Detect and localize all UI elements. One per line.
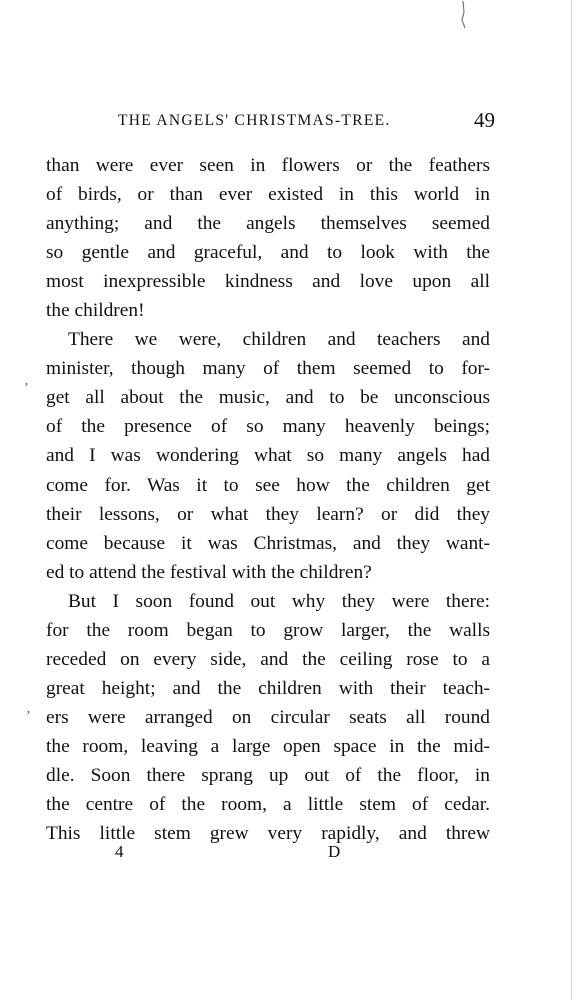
signature-mark: 4 [115, 842, 124, 861]
text-line: the room, leaving a large open space in the mid- [46, 735, 490, 757]
running-head [45, 108, 495, 132]
sheet-letter: D [328, 842, 341, 861]
corner-pencil-mark [457, 0, 469, 30]
text-line: minister, though many of them seemed to for- [46, 358, 490, 380]
page-number: 49 [474, 108, 495, 132]
text-line: come for. Was it to see how the children get [46, 474, 490, 496]
text-line: of birds, or than ever existed in this world in [46, 184, 490, 206]
text-line: their lessons, or what they learn? or did they [46, 503, 490, 525]
text-line: than were ever seen in flowers or the feathers [46, 155, 490, 176]
text-line: get all about the music, and to be unconscious [46, 387, 490, 409]
text-line: for the room began to grow larger, the walls [46, 619, 490, 641]
margin-mark: ʼ [24, 381, 29, 396]
margin-mark: ʼ [26, 709, 31, 724]
text-line: ed to attend the festival with the children? [46, 561, 372, 583]
text-line: There we were, children and teachers and [68, 329, 490, 351]
text-line: ers were arranged on circular seats all round [46, 706, 490, 728]
text-line: great height; and the children with their teach- [46, 677, 490, 699]
page-footer [45, 842, 495, 870]
body-text [46, 151, 490, 848]
text-line: the children! [46, 300, 145, 322]
text-line: receded on every side, and the ceiling rose to a [46, 648, 490, 670]
text-line: the centre of the room, a little stem of cedar. [46, 794, 490, 816]
text-line: This little stem grew very rapidly, and threw [46, 823, 490, 845]
text-line: so gentle and graceful, and to look with the [46, 242, 490, 264]
text-line: of the presence of so many heavenly beings; [46, 416, 490, 438]
text-line: But I soon found out why they were there: [68, 590, 490, 612]
text-line: dle. Soon there sprang up out of the floor, in [46, 764, 490, 786]
text-line: and I was wondering what so many angels had [46, 445, 490, 467]
text-line: anything; and the angels themselves seemed [46, 213, 490, 235]
page-edge-line [571, 0, 572, 1000]
running-title: THE ANGELS' CHRISTMAS-TREE. [118, 112, 391, 129]
text-line: most inexpressible kindness and love upon all [46, 271, 490, 293]
text-line: come because it was Christmas, and they want- [46, 532, 490, 554]
